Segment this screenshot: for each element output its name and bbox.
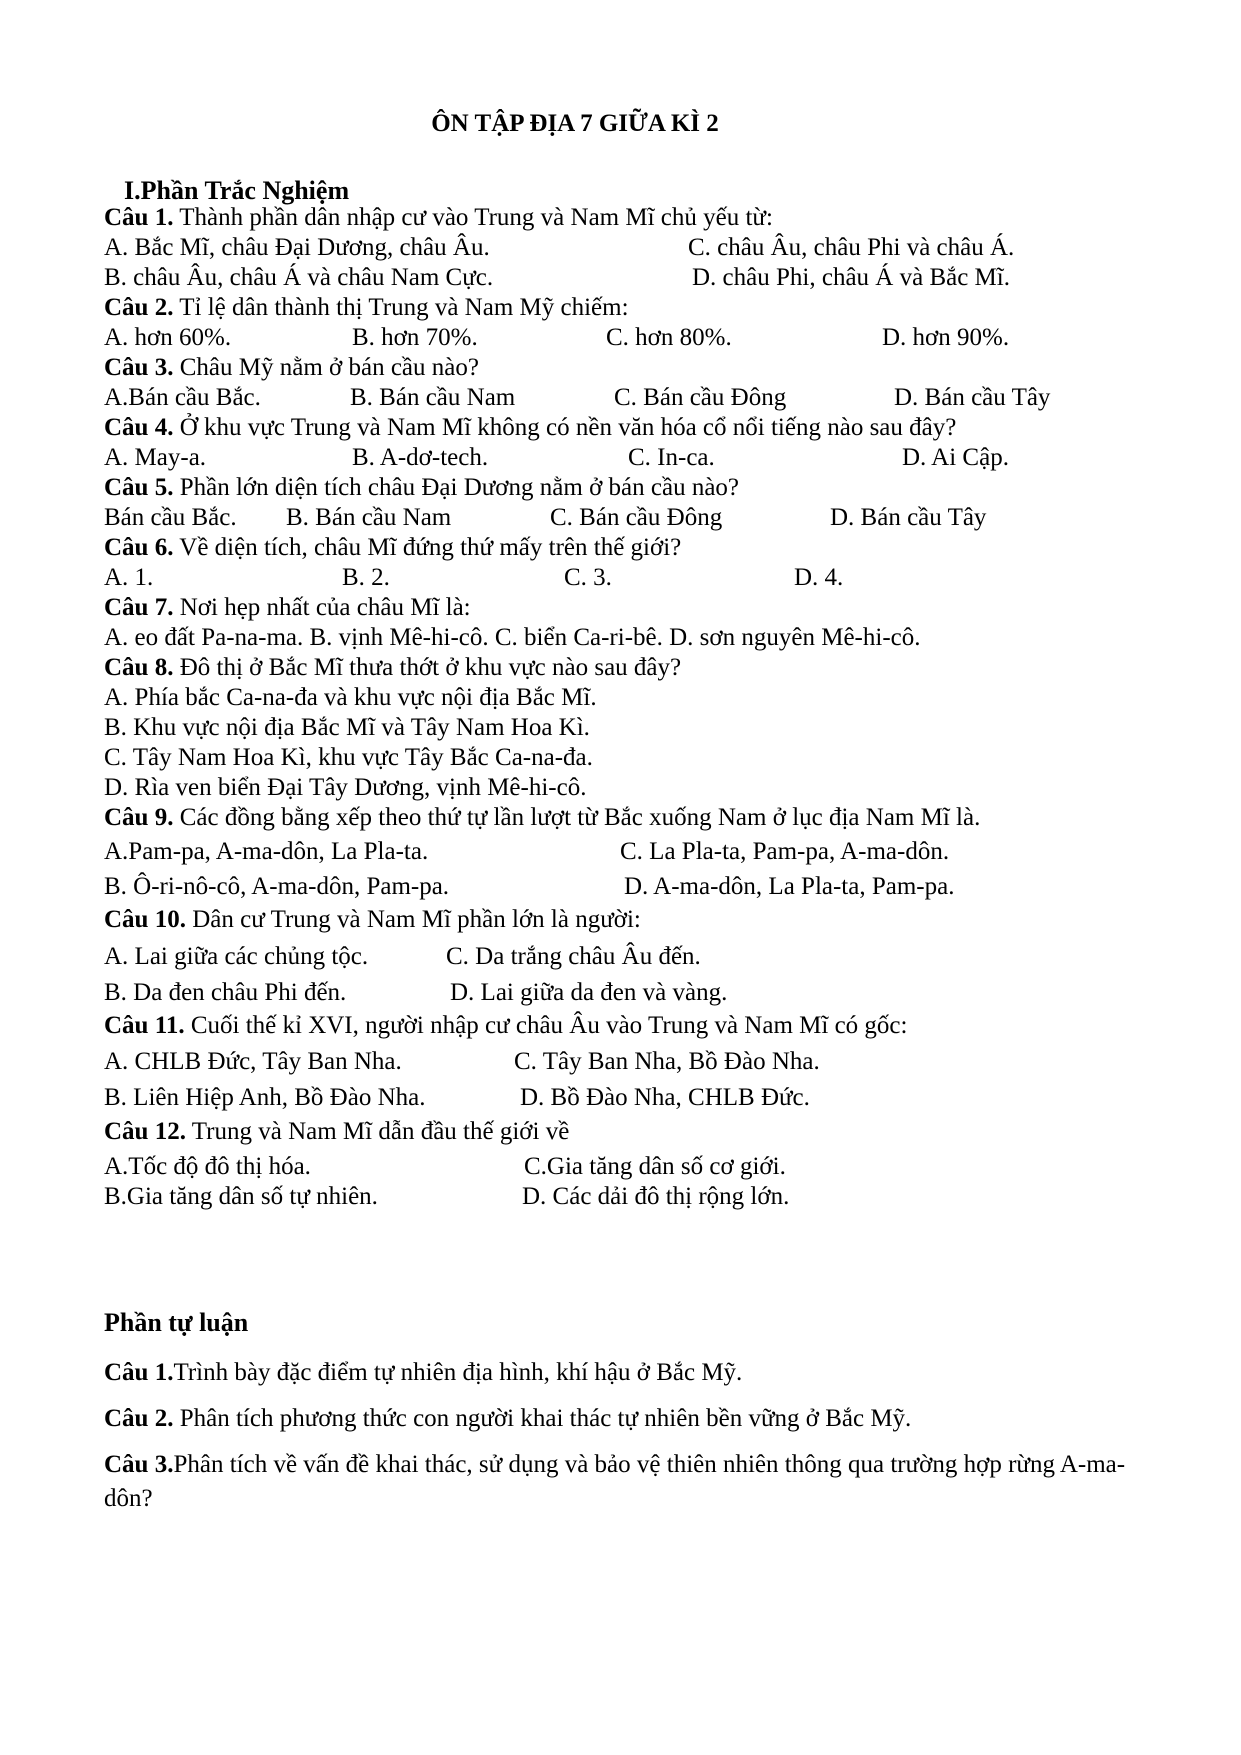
option: C. Bán cầu Đông <box>614 384 787 411</box>
option: A.Pam-pa, A-ma-dôn, La Pla-ta. <box>104 838 429 865</box>
option: D. hơn 90%. <box>882 324 1010 351</box>
option: B. Da đen châu Phi đến. <box>104 979 347 1006</box>
option: C. hơn 80%. <box>606 324 732 351</box>
question-text: Phân tích về vấn đề khai thác, sử dụng và bảo vệ thiên nhiên thông qua trường hợp rừng A-ma-dôn? <box>104 1451 1126 1512</box>
section-heading-multiple-choice: I.Phần Trắc Nghiệm <box>124 176 350 205</box>
question-11 <box>104 1011 907 1041</box>
option: A. Bắc Mĩ, châu Đại Dương, châu Âu. <box>104 234 490 261</box>
option: B. Khu vực nội địa Bắc Mĩ và Tây Nam Hoa Kì. <box>104 714 590 741</box>
option: A. Lai giữa các chủng tộc. <box>104 943 369 970</box>
option: D. Bán cầu Tây <box>894 384 1051 411</box>
option: C. Tây Ban Nha, Bồ Đào Nha. <box>514 1048 820 1075</box>
option: B. Liên Hiệp Anh, Bồ Đào Nha. <box>104 1084 426 1111</box>
option: A. eo đất Pa-na-ma. B. vịnh Mê-hi-cô. C. biển Ca-ri-bê. D. sơn nguyên Mê-hi-cô. <box>104 624 921 651</box>
page-title: ÔN TẬP ĐỊA 7 GIỮA KÌ 2 <box>431 110 719 137</box>
option: B. A-dơ-tech. <box>352 444 489 471</box>
question-text: Phần lớn diện tích châu Đại Dương nằm ở bán cầu nào? <box>173 474 740 501</box>
question-label: Câu 11. <box>104 1012 185 1039</box>
option: B. Bán cầu Nam <box>286 504 452 531</box>
option: A.Bán cầu Bắc. <box>104 384 261 411</box>
question-text: Phân tích phương thức con người khai thác tự nhiên bền vững ở Bắc Mỹ. <box>173 1405 912 1432</box>
option: D. A-ma-dôn, La Pla-ta, Pam-pa. <box>624 873 955 900</box>
question-text: Châu Mỹ nằm ở bán cầu nào? <box>173 354 479 381</box>
question-text: Dân cư Trung và Nam Mĩ phần lớn là người: <box>185 906 641 933</box>
option: D. Ai Cập. <box>902 444 1009 471</box>
question-text: Về diện tích, châu Mĩ đứng thứ mấy trên thế giới? <box>173 534 682 561</box>
question-label: Câu 7. <box>104 594 174 621</box>
question-12 <box>104 1117 569 1147</box>
question-label: Câu 1. <box>104 1359 174 1386</box>
question-6 <box>104 533 681 563</box>
question-8 <box>104 653 681 683</box>
option: A. CHLB Đức, Tây Ban Nha. <box>104 1048 402 1075</box>
question-text: Các đồng bằng xếp theo thứ tự lần lượt từ Bắc xuống Nam ở lục địa Nam Mĩ là. <box>173 804 981 831</box>
question-label: Câu 12. <box>104 1118 186 1145</box>
question-text: Cuối thế kỉ XVI, người nhập cư châu Âu vào Trung và Nam Mĩ có gốc: <box>184 1012 908 1039</box>
option: C. Bán cầu Đông <box>550 504 723 531</box>
option: D. Bán cầu Tây <box>830 504 987 531</box>
question-text: Tỉ lệ dân thành thị Trung và Nam Mỹ chiếm: <box>173 294 629 321</box>
option: D. châu Phi, châu Á và Bắc Mĩ. <box>692 264 1010 291</box>
question-9 <box>104 803 980 833</box>
essay-question-3 <box>104 1448 1164 1516</box>
question-text: Thành phần dân nhập cư vào Trung và Nam Mĩ chủ yếu từ: <box>173 204 773 231</box>
option: D. Rìa ven biển Đại Tây Dương, vịnh Mê-hi-cô. <box>104 774 587 801</box>
question-4 <box>104 413 956 443</box>
question-5 <box>104 473 739 503</box>
question-7 <box>104 593 471 623</box>
question-label: Câu 3. <box>104 1451 174 1478</box>
question-label: Câu 9. <box>104 804 174 831</box>
option: D. Bồ Đào Nha, CHLB Đức. <box>520 1084 810 1111</box>
question-text: Trung và Nam Mĩ dẫn đầu thế giới về <box>185 1118 570 1145</box>
question-text: Đô thị ở Bắc Mĩ thưa thớt ở khu vực nào sau đây? <box>173 654 682 681</box>
option: Bán cầu Bắc. <box>104 504 237 531</box>
question-1 <box>104 203 773 233</box>
option: D. 4. <box>794 564 844 591</box>
question-label: Câu 5. <box>104 474 174 501</box>
question-text: Ở khu vực Trung và Nam Mĩ không có nền văn hóa cổ nổi tiếng nào sau đây? <box>173 414 957 441</box>
question-label: Câu 3. <box>104 354 174 381</box>
option: C. In-ca. <box>628 444 715 471</box>
option: A. May-a. <box>104 444 207 471</box>
option: B. châu Âu, châu Á và châu Nam Cực. <box>104 264 494 291</box>
option: B. hơn 70%. <box>352 324 478 351</box>
question-10 <box>104 905 641 935</box>
option: B. Bán cầu Nam <box>350 384 516 411</box>
question-2 <box>104 293 629 323</box>
question-label: Câu 6. <box>104 534 174 561</box>
option: D. Lai giữa da đen và vàng. <box>450 979 728 1006</box>
question-text: Trình bày đặc điểm tự nhiên địa hình, khí hậu ở Bắc Mỹ. <box>173 1359 743 1386</box>
section-heading-essay: Phần tự luận <box>104 1308 249 1337</box>
option: D. Các dải đô thị rộng lớn. <box>522 1183 790 1210</box>
option: B. Ô-ri-nô-cô, A-ma-dôn, Pam-pa. <box>104 873 450 900</box>
question-label: Câu 2. <box>104 1405 174 1432</box>
essay-question-1 <box>104 1356 1164 1390</box>
option: C. châu Âu, châu Phi và châu Á. <box>688 234 1015 261</box>
question-label: Câu 1. <box>104 204 174 231</box>
question-label: Câu 10. <box>104 906 186 933</box>
question-3 <box>104 353 479 383</box>
option: A. hơn 60%. <box>104 324 232 351</box>
option: C. Da trắng châu Âu đến. <box>446 943 701 970</box>
option: A. 1. <box>104 564 154 591</box>
option: C. La Pla-ta, Pam-pa, A-ma-dôn. <box>620 838 950 865</box>
option: A.Tốc độ đô thị hóa. <box>104 1153 311 1180</box>
option: A. Phía bắc Ca-na-đa và khu vực nội địa Bắc Mĩ. <box>104 684 597 711</box>
option: C. 3. <box>564 564 612 591</box>
essay-question-2 <box>104 1402 1164 1436</box>
option: C.Gia tăng dân số cơ giới. <box>524 1153 786 1180</box>
question-label: Câu 2. <box>104 294 174 321</box>
option: C. Tây Nam Hoa Kì, khu vực Tây Bắc Ca-na-đa. <box>104 744 593 771</box>
option: B. 2. <box>342 564 390 591</box>
question-label: Câu 8. <box>104 654 174 681</box>
question-label: Câu 4. <box>104 414 174 441</box>
question-text: Nơi hẹp nhất của châu Mĩ là: <box>173 594 471 621</box>
option: B.Gia tăng dân số tự nhiên. <box>104 1183 378 1210</box>
